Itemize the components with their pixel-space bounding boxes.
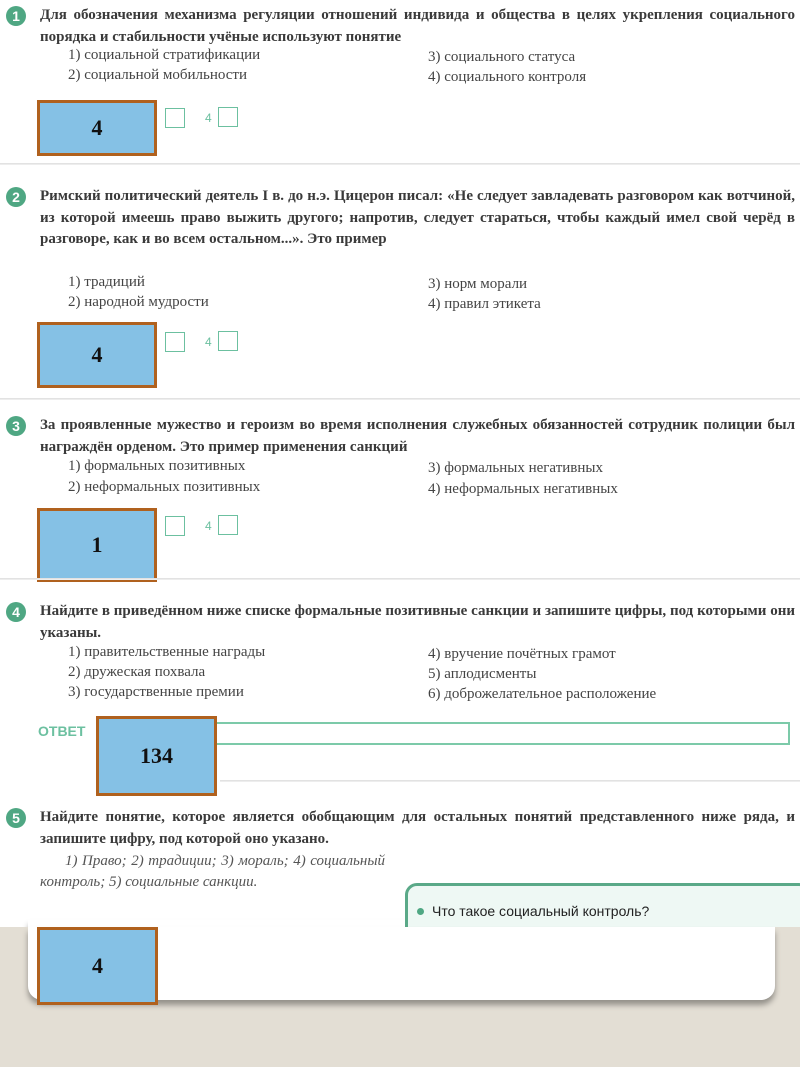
question-number-5: 5 xyxy=(6,808,26,828)
q1-option-3: 3) социального статуса xyxy=(428,49,576,65)
q3-option-4: 4) неформальных негативных xyxy=(428,481,618,497)
q4-option-6: 6) доброжелательное расположение xyxy=(428,686,657,702)
q3-option-3: 3) формальных негативных xyxy=(428,460,603,476)
answer-cell xyxy=(218,107,238,127)
answer-box-4: 134 xyxy=(96,716,217,796)
cell-label: 4 xyxy=(205,111,212,125)
q2-option-3: 3) норм морали xyxy=(428,276,528,292)
cell-label: 4 xyxy=(205,519,212,533)
answer-cell xyxy=(165,108,185,128)
q4-option-5: 5) аплодисменты xyxy=(428,666,537,682)
divider xyxy=(220,780,800,782)
divider xyxy=(0,578,800,580)
cell-label: 4 xyxy=(205,335,212,349)
q2-option-1: 1) традиций xyxy=(68,274,145,290)
q4-option-4: 4) вручение почётных грамот xyxy=(428,646,616,662)
answer-cell xyxy=(218,331,238,351)
answer-box-5: 4 xyxy=(37,927,158,1005)
q1-option-4: 4) социального контроля xyxy=(428,69,587,85)
q2-option-2: 2) народной мудрости xyxy=(68,294,209,310)
answer-field xyxy=(214,722,790,745)
answer-box-3: 1 xyxy=(37,508,157,582)
question-number-3: 3 xyxy=(6,416,26,436)
hint-question: Что такое социальный контроль? xyxy=(432,903,650,919)
q3-option-1: 1) формальных позитивных xyxy=(68,458,246,474)
divider xyxy=(0,163,800,165)
question-number-4: 4 xyxy=(6,602,26,622)
q4-option-2: 2) дружеская похвала xyxy=(68,664,206,680)
question-number-1: 1 xyxy=(6,6,26,26)
question-5-text: Найдите понятие, которое является обобщающим для остальных понятий представленного ниже ряда, и запишите цифру, под которой оно указано. xyxy=(40,809,795,847)
q1-option-1: 1) социальной стратификации xyxy=(68,47,261,63)
answer-box-1: 4 xyxy=(37,100,157,156)
answer-label: ОТВЕТ xyxy=(38,723,86,739)
question-2-text: Римский политический деятель I в. до н.э. Цицерон писал: «Не следует завладевать разговором как вотчиной, из которой имеешь право выжить другого; напротив, следует стараться, чтобы каждый имел свой черёд в разговоре, как и во всем остальном...». Это пример xyxy=(40,188,795,247)
answer-cell xyxy=(218,515,238,535)
question-4-text: Найдите в приведённом ниже списке формальные позитивные санкции и запишите цифры, под которыми они указаны. xyxy=(40,603,795,641)
bullet-icon xyxy=(417,908,424,915)
answer-cell xyxy=(165,516,185,536)
question-3-text: За проявленные мужество и героизм во время исполнения служебных обязанностей сотрудник полиции был награждён орденом. Это пример применения санкций xyxy=(40,417,795,455)
question-1-text: Для обозначения механизма регуляции отношений индивида и общества в целях укрепления социального порядка и стабильности учёные используют понятие xyxy=(40,7,795,45)
q3-option-2: 2) неформальных позитивных xyxy=(68,479,261,495)
divider xyxy=(0,398,800,400)
answer-box-2: 4 xyxy=(37,322,157,388)
answer-cell xyxy=(165,332,185,352)
q1-option-2: 2) социальной мобильности xyxy=(68,67,247,83)
q5-concept-list: 1) Право; 2) традиции; 3) мораль; 4) социальный контроль; 5) социальные санкции. xyxy=(40,853,385,890)
question-number-2: 2 xyxy=(6,187,26,207)
q4-option-3: 3) государственные премии xyxy=(68,684,244,700)
q4-option-1: 1) правительственные награды xyxy=(68,644,266,660)
q2-option-4: 4) правил этикета xyxy=(428,296,541,312)
